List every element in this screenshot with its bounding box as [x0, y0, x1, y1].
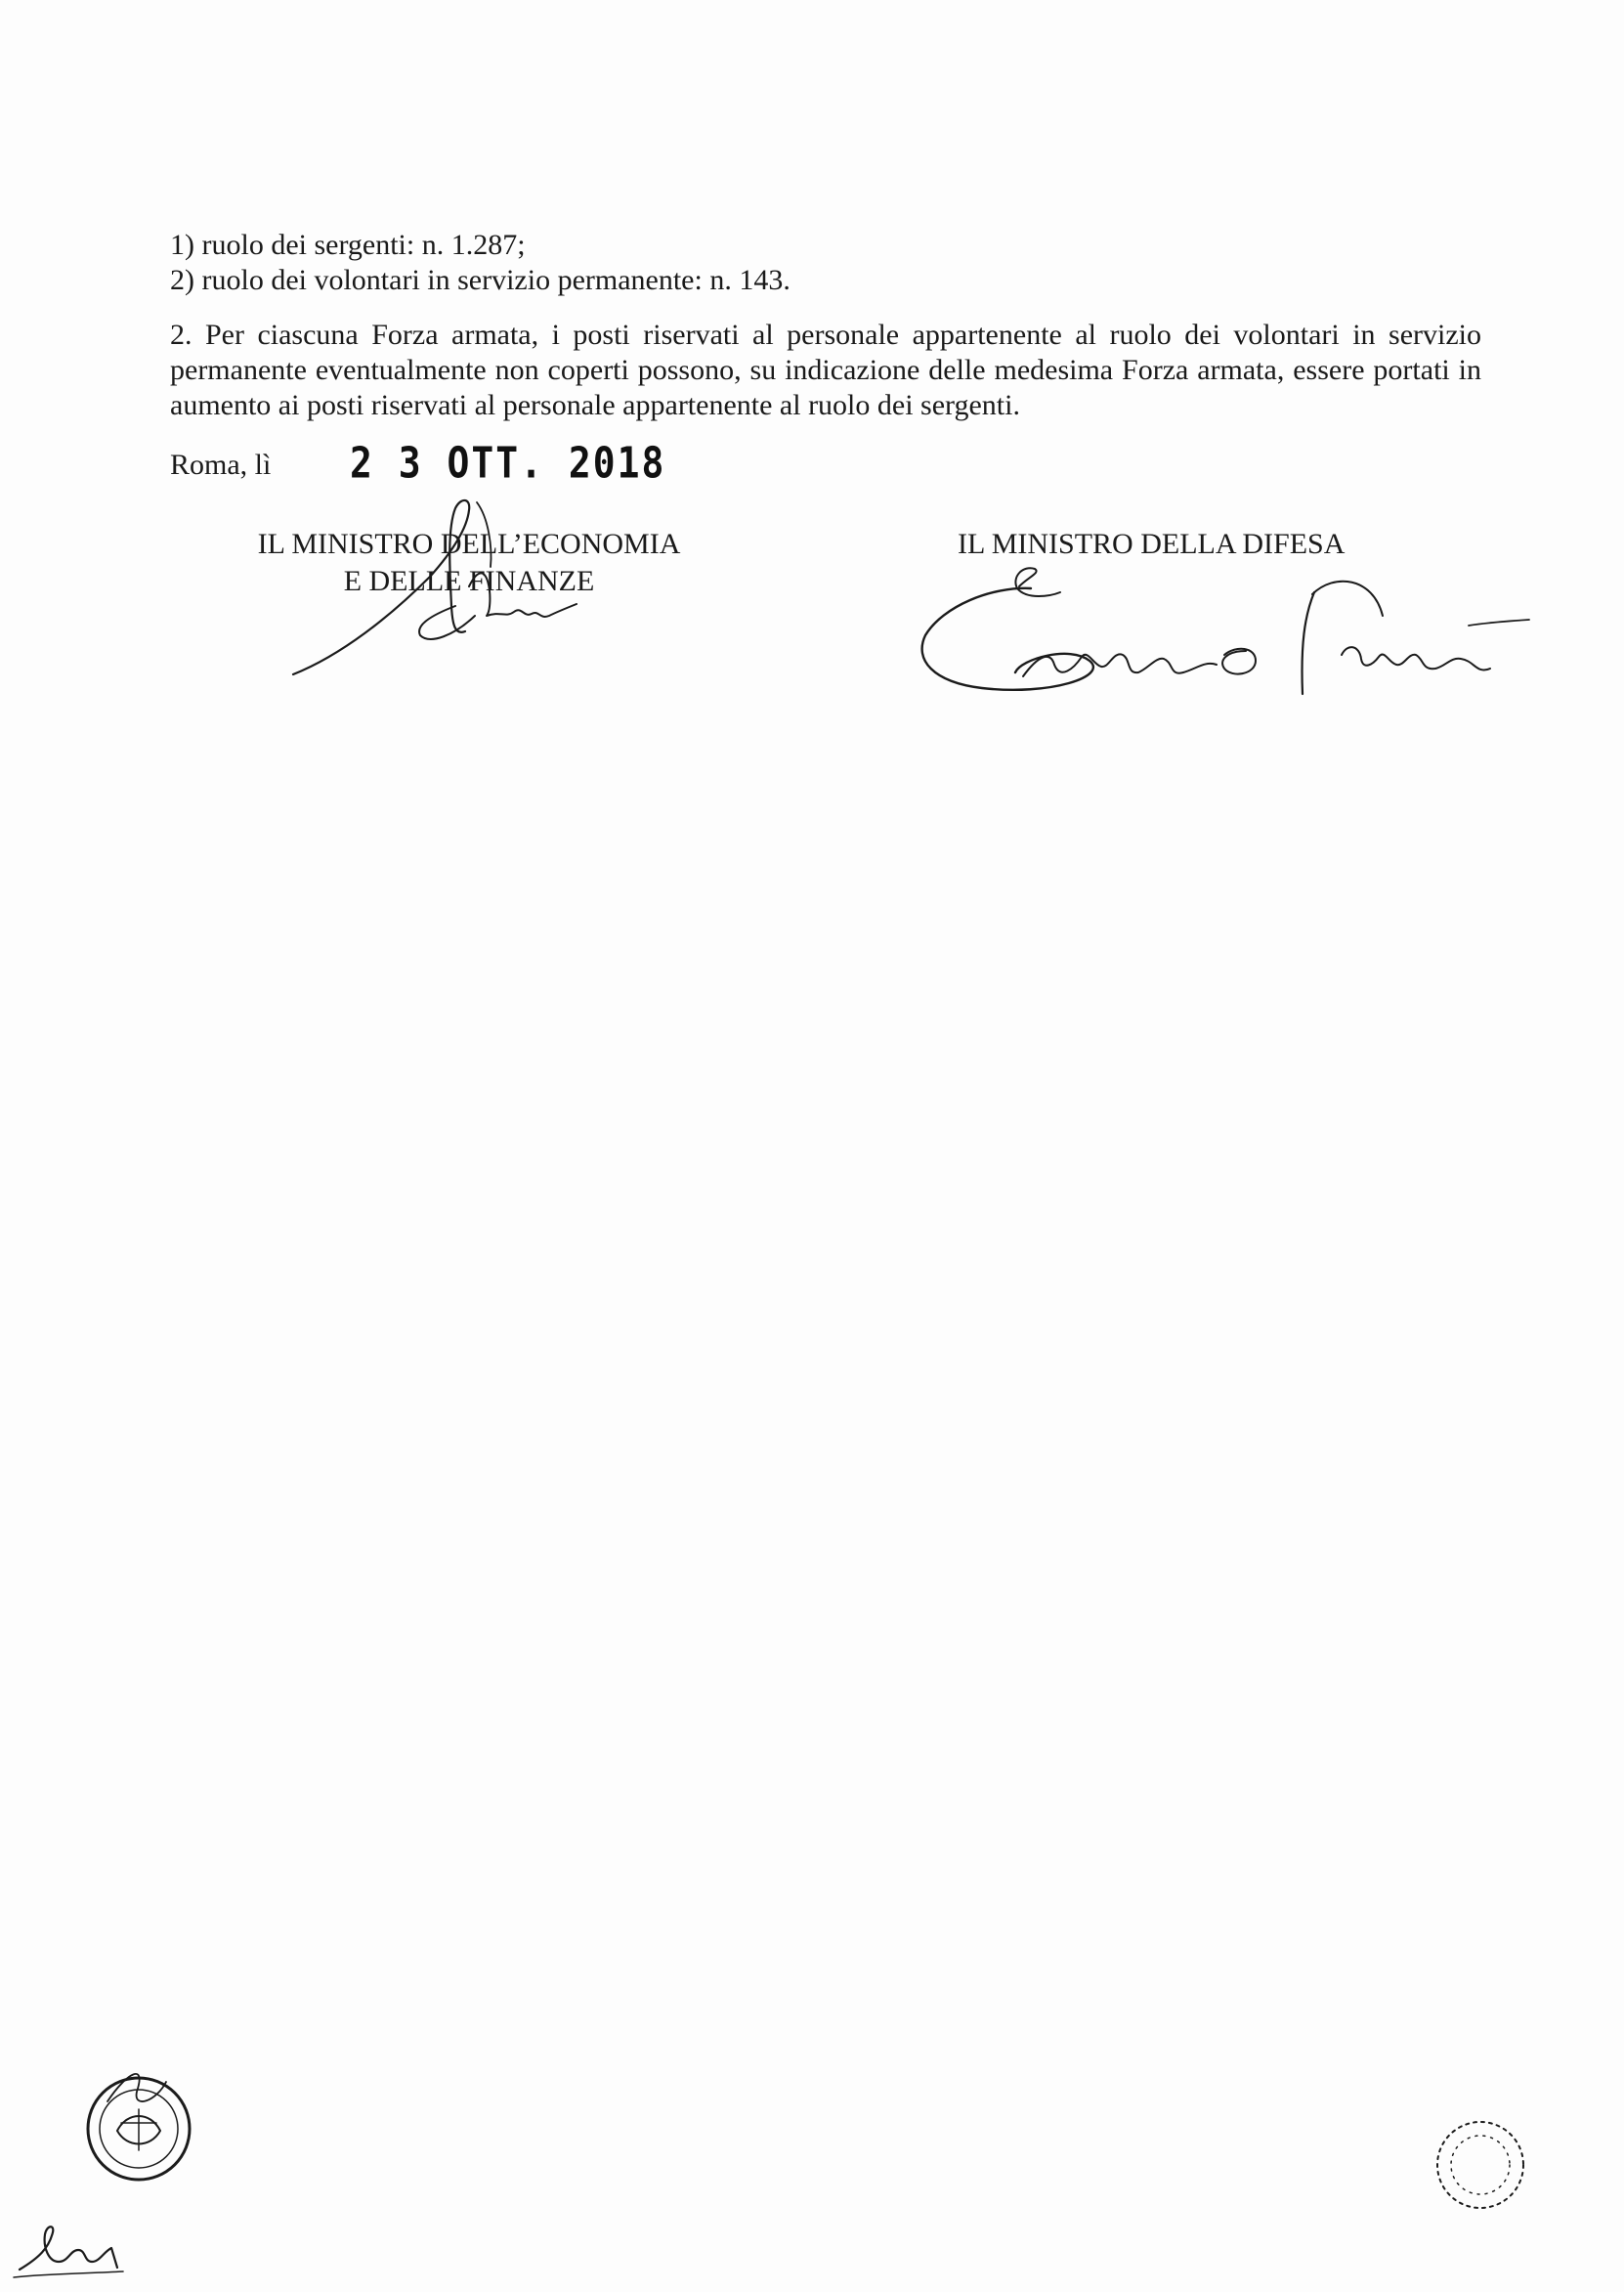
signatory-economia-line1: IL MINISTRO DELL’ECONOMIA	[257, 528, 681, 560]
date-label: Roma, lì	[170, 449, 272, 481]
signature-difesa	[914, 567, 1539, 723]
paragraph-2: 2. Per ciascuna Forza armata, i posti riservati al personale appartenente al ruolo dei volontari in servizio permanente eventualmente non coperti possono, su indicazione delle medesima Forza armata, essere portati in aumento ai posti riservati al personale appartenente al ruolo dei sergenti.	[170, 319, 1481, 421]
faint-seal-stamp	[1427, 2111, 1534, 2219]
signatory-economia-line2: E DELLE FINANZE	[343, 565, 595, 597]
official-seal-stamp	[78, 2062, 205, 2189]
list-item-volontari: 2) ruolo dei volontari in servizio permanente: n. 143.	[170, 264, 791, 296]
initials-signature	[10, 2219, 127, 2287]
list-item-sergenti: 1) ruolo dei sergenti: n. 1.287;	[170, 229, 526, 261]
date-stamp: 2 3 OTT. 2018	[350, 438, 666, 488]
signature-economia	[283, 489, 596, 684]
signatory-difesa: IL MINISTRO DELLA DIFESA	[958, 528, 1346, 560]
